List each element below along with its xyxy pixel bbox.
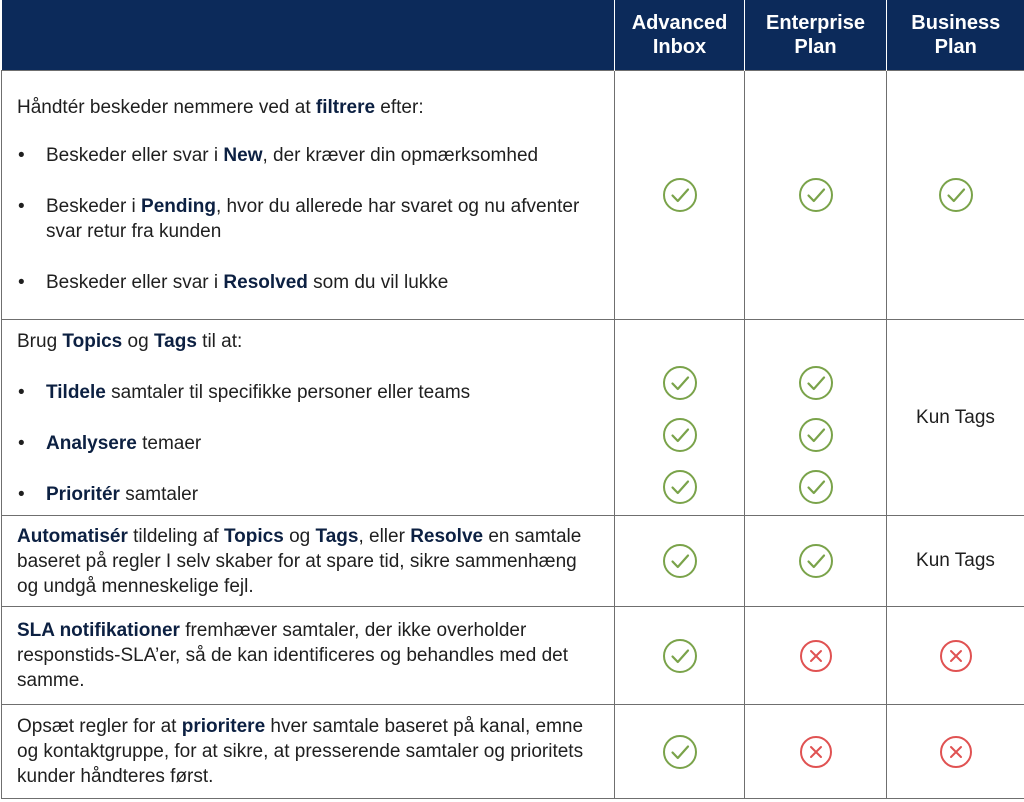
business-plan-cell: Kun Tags [887, 516, 1024, 607]
feature-description: SLA notifikationer fremhæver samtaler, der ikke overholder responstids-SLA’er, så de kan identificeres og behandles med det samme. [2, 607, 615, 705]
list-item: • Beskeder i Pending, hvor du allerede har svaret og nu afventer svar retur fra kunden [17, 194, 602, 244]
header-advanced-inbox: Advanced Inbox [615, 0, 745, 71]
feature-bullet-list [17, 143, 602, 295]
enterprise-plan-cell [745, 705, 887, 799]
cross-circle-icon [938, 734, 974, 770]
check-circle-icon [798, 365, 834, 401]
header-business-plan: Business Plan [887, 0, 1024, 71]
feature-row-filter [2, 71, 1024, 320]
check-circle-icon [662, 417, 698, 453]
list-item: • Beskeder eller svar i New, der kræver din opmærksomhed [17, 143, 602, 168]
check-circle-icon [662, 177, 698, 213]
list-item: • Tildele samtaler til specifikke personer eller teams [17, 380, 602, 405]
feature-row-automation [2, 516, 1024, 607]
cross-circle-icon [798, 734, 834, 770]
feature-intro: Håndtér beskeder nemmere ved at filtrere efter: [17, 97, 424, 118]
check-circle-icon [798, 469, 834, 505]
header-row [2, 0, 1024, 71]
feature-description [2, 71, 615, 320]
list-item: • Analysere temaer [17, 431, 602, 456]
check-circle-icon [662, 469, 698, 505]
list-item: • Beskeder eller svar i Resolved som du vil lukke [17, 270, 602, 295]
cross-circle-icon [938, 638, 974, 674]
plan-comparison-table [1, 0, 1024, 799]
feature-description: Automatisér tildeling af Topics og Tags, eller Resolve en samtale baseret på regler I selv skaber for at spare tid, sikre sammenhæng og undgå menneskelige fejl. [2, 516, 615, 607]
list-item: • Prioritér samtaler [17, 482, 602, 507]
feature-row-sla [2, 607, 1024, 705]
advanced-inbox-cell [615, 516, 745, 607]
advanced-inbox-cell [615, 71, 745, 320]
business-plan-cell [887, 607, 1024, 705]
advanced-inbox-cell [615, 705, 745, 799]
feature-intro: Brug Topics og Tags til at: [17, 330, 243, 352]
enterprise-plan-cell [745, 320, 887, 516]
feature-description [2, 320, 615, 516]
header-enterprise-plan: Enterprise Plan [745, 0, 887, 71]
check-circle-icon [938, 177, 974, 213]
check-circle-icon [662, 638, 698, 674]
check-circle-icon [662, 365, 698, 401]
business-plan-cell [887, 705, 1024, 799]
advanced-inbox-cell [615, 607, 745, 705]
advanced-inbox-cell [615, 320, 745, 516]
enterprise-plan-cell [745, 516, 887, 607]
check-circle-icon [662, 734, 698, 770]
feature-description: Opsæt regler for at prioritere hver samtale baseret på kanal, emne og kontaktgruppe, for at sikre, at presserende samtaler og prioritets kunder håndteres først. [2, 705, 615, 799]
feature-row-priority [2, 705, 1024, 799]
feature-row-topics-tags [2, 320, 1024, 516]
enterprise-plan-cell [745, 71, 887, 320]
check-circle-icon [798, 177, 834, 213]
header-feature-cell [2, 0, 615, 71]
check-circle-icon [662, 543, 698, 579]
cross-circle-icon [798, 638, 834, 674]
business-plan-cell: Kun Tags [887, 320, 1024, 516]
check-circle-icon [798, 417, 834, 453]
business-plan-cell [887, 71, 1024, 320]
feature-bullet-list [17, 380, 602, 507]
check-circle-icon [798, 543, 834, 579]
enterprise-plan-cell [745, 607, 887, 705]
